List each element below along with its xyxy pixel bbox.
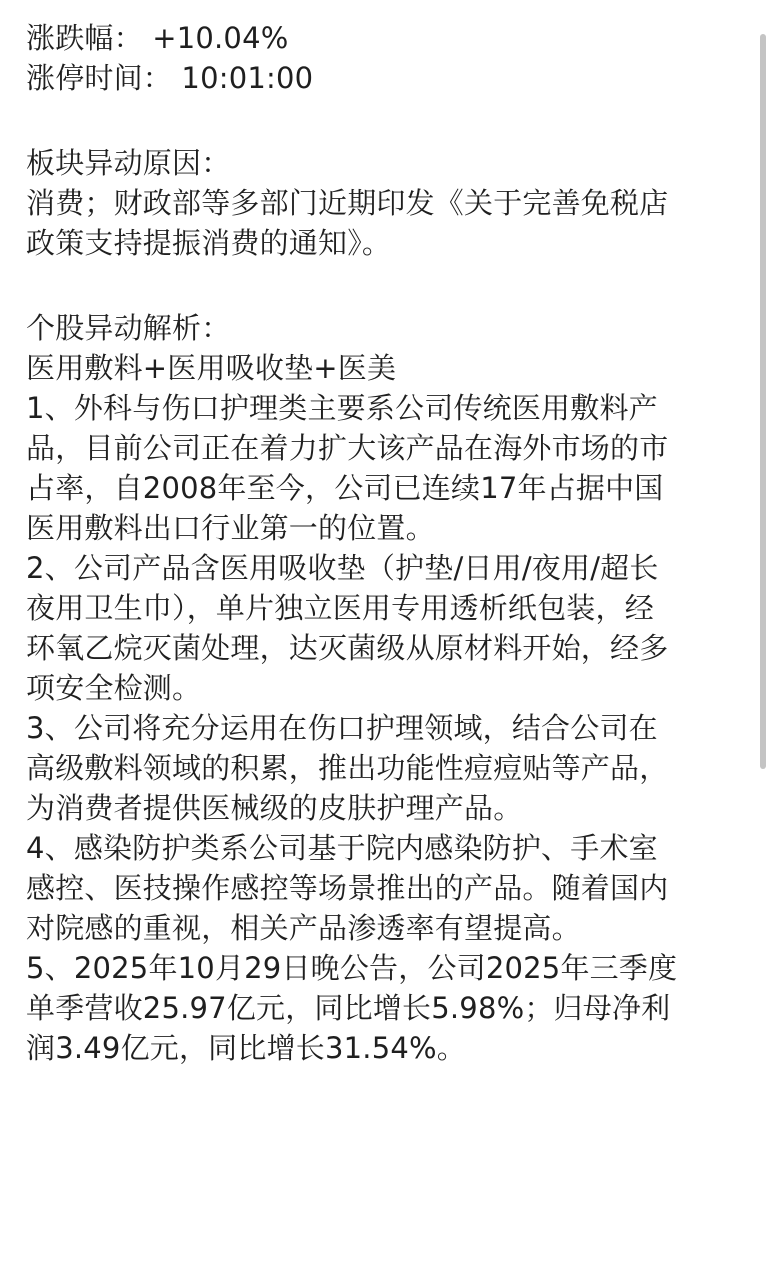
stock-theme: 医用敷料+医用吸收垫+医美 — [26, 351, 397, 385]
point-1-line: 1、外科与伤口护理类主要系公司传统医用敷料产 — [26, 391, 658, 425]
point-1-line: 医用敷料出口行业第一的位置。 — [26, 511, 435, 545]
spacer — [26, 98, 746, 143]
point-4-line: 对院感的重视，相关产品渗透率有望提高。 — [26, 911, 581, 945]
point-2-line: 环氧乙烷灭菌处理，达灭菌级从原材料开始，经多 — [26, 631, 669, 665]
point-5-line: 5、2025年10月29日晚公告，公司2025年三季度 — [26, 951, 678, 985]
price-change: 涨跌幅： +10.04% — [26, 21, 289, 55]
point-5-line: 单季营收25.97亿元，同比增长5.98%；归母净利 — [26, 991, 671, 1025]
point-1-line: 占率，自2008年至今，公司已连续17年占据中国 — [26, 471, 664, 505]
point-3-line: 3、公司将充分运用在伤口护理领域，结合公司在 — [26, 711, 658, 745]
point-2-line: 项安全检测。 — [26, 671, 202, 705]
point-1-line: 品，目前公司正在着力扩大该产品在海外市场的市 — [26, 431, 669, 465]
article-body — [26, 18, 746, 1068]
point-5-line: 润3.49亿元，同比增长31.54%。 — [26, 1031, 466, 1065]
point-4-line: 4、感染防护类系公司基于院内感染防护、手术室 — [26, 831, 658, 865]
vertical-scrollbar[interactable] — [760, 34, 766, 769]
point-3-line: 为消费者提供医械级的皮肤护理产品。 — [26, 791, 523, 825]
point-2-line: 夜用卫生巾），单片独立医用专用透析纸包装，经 — [26, 591, 654, 625]
point-4-line: 感控、医技操作感控等场景推出的产品。随着国内 — [26, 871, 669, 905]
point-3-line: 高级敷料领域的积累，推出功能性痘痘贴等产品， — [26, 751, 669, 785]
sector-reason-line: 政策支持提振消费的通知》。 — [26, 226, 392, 260]
spacer — [26, 263, 746, 308]
stock-analysis-title: 个股异动解析： — [26, 311, 231, 345]
point-2-line: 2、公司产品含医用吸收垫（护垫/日用/夜用/超长 — [26, 551, 659, 585]
limit-up-time: 涨停时间： 10:01:00 — [26, 61, 314, 95]
sector-reason-title: 板块异动原因： — [26, 146, 231, 180]
sector-reason-line: 消费；财政部等多部门近期印发《关于完善免税店 — [26, 186, 669, 220]
